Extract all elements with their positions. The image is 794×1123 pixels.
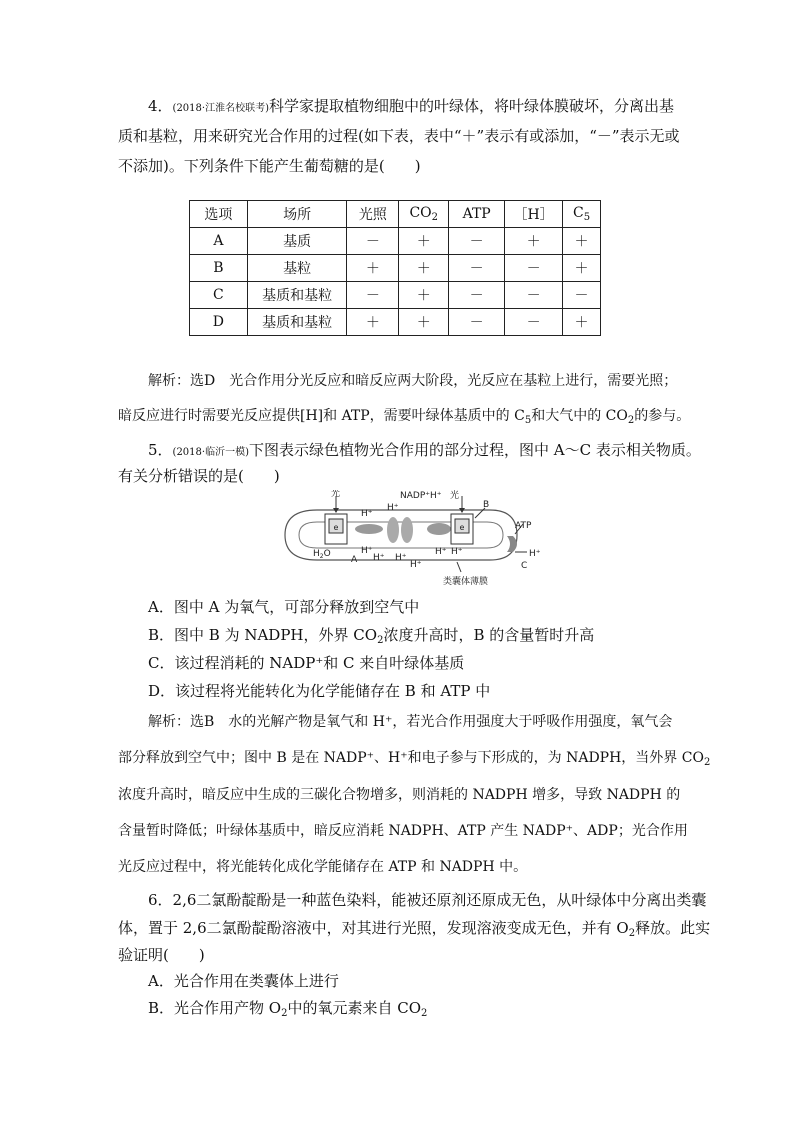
table-row xyxy=(190,309,601,336)
q4-stem-line1: 4．(2018·江淮名校联考)科学家提取植物细胞中的叶绿体，将叶绿体膜破坏，分离出基 xyxy=(148,97,674,115)
table-header: 场所 xyxy=(247,201,347,228)
table-cell: ＋ xyxy=(563,228,601,255)
table-cell: ＋ xyxy=(399,228,449,255)
cytochrome-b xyxy=(401,517,413,543)
table-header: $CO_2$ xyxy=(399,201,449,228)
membrane-pointer xyxy=(457,562,461,572)
table-header: 光照 xyxy=(347,201,399,228)
table-cell: D xyxy=(190,309,248,336)
table-cell: － xyxy=(449,309,505,336)
q4-source: (2018·江淮名校联考) xyxy=(172,103,269,114)
h-plus-label: H⁺ xyxy=(373,553,385,563)
table-cell: A xyxy=(190,228,248,255)
h-plus-label: H⁺ xyxy=(387,503,399,513)
label-b: B xyxy=(483,500,490,510)
table-cell: － xyxy=(505,309,563,336)
table-row xyxy=(190,228,601,255)
atp-label: ATP xyxy=(515,521,532,531)
table-cell: － xyxy=(563,282,601,309)
q5-stem-line2: 有关分析错误的是( ) xyxy=(118,467,280,485)
label-c: C xyxy=(521,561,528,571)
table-cell: ＋ xyxy=(563,309,601,336)
table-cell: － xyxy=(347,282,399,309)
nadp-label: NADP⁺H⁺ xyxy=(400,491,442,501)
q5-number: 5． xyxy=(148,441,173,459)
table-cell: － xyxy=(505,255,563,282)
plastocyanin xyxy=(427,523,451,535)
atp-synthase xyxy=(507,536,517,552)
q6-stem-line1: 6．2,6二氯酚靛酚是一种蓝色染料，能被还原剂还原成无色，从叶绿体中分离出类囊 xyxy=(148,891,707,909)
table-header: $C_5$ xyxy=(563,201,601,228)
q5-option-b: B．图中 B 为 NADPH，外界 $CO_2$浓度升高时，B 的含量暂时升高 xyxy=(148,626,595,646)
table-cell: － xyxy=(347,228,399,255)
cytochrome-a xyxy=(387,517,399,543)
q6-stem-line2: 体，置于 2,6二氯酚靛酚溶液中，对其进行光照，发现溶液变成无色，并有 $O_2$释放。此实 xyxy=(118,919,711,939)
q5-option-a: A．图中 A 为氧气，可部分释放到空气中 xyxy=(148,598,420,616)
q4-number: 4． xyxy=(148,97,173,115)
table-cell: 基质和基粒 xyxy=(247,309,347,336)
q6-stem-line3: 验证明( ) xyxy=(118,946,205,964)
q4-analysis-line1: 解析：选D 光合作用分光反应和暗反应两大阶段，光反应在基粒上进行，需要光照； xyxy=(148,373,678,389)
table-header: ［H］ xyxy=(505,201,563,228)
table-row xyxy=(190,255,601,282)
table-cell: 基粒 xyxy=(247,255,347,282)
q5-analysis-line2: 部分释放到空气中；图中 B 是在 NADP⁺、H⁺和电子参与下形成的，为 NADPH，当外界 $CO_2$ xyxy=(118,750,711,768)
table-cell: 基质 xyxy=(247,228,347,255)
table-cell: － xyxy=(449,282,505,309)
q5-analysis-line1: 解析：选B 水的光解产物是氧气和 H⁺，若光合作用强度大于呼吸作用强度，氧气会 xyxy=(148,714,673,730)
table-cell: － xyxy=(449,228,505,255)
q6-number: 6． xyxy=(148,891,173,909)
h-plus-label: H⁺ xyxy=(395,553,407,563)
table-cell: ＋ xyxy=(399,309,449,336)
h-plus-label: H⁺ xyxy=(529,549,541,559)
label-a: A xyxy=(351,555,358,565)
table-header-row xyxy=(190,201,601,228)
table-cell: － xyxy=(505,282,563,309)
q6-option-a: A．光合作用在类囊体上进行 xyxy=(148,972,339,990)
q5-stem-line1: 5．(2018·临沂一模)下图表示绿色植物光合作用的部分过程，图中 A～C 表示相关物质。 xyxy=(148,441,701,459)
q5-analysis-line5: 光反应过程中，将光能转化成化学能储存在 ATP 和 NADPH 中。 xyxy=(118,859,528,875)
q4-stem-line3: 不添加)。下列条件下能产生葡萄糖的是( ) xyxy=(118,157,421,175)
light-label-1: 光 xyxy=(331,490,341,499)
q4-analysis-line2: 暗反应进行时需要光反应提供[H]和 ATP，需要叶绿体基质中的 $C_5$和大气中的 $CO_2$的参与。 xyxy=(118,408,691,426)
h-plus-label: H⁺ xyxy=(410,560,422,570)
membrane-label: 类囊体薄膜 xyxy=(443,577,489,587)
q5-source: (2018·临沂一模) xyxy=(172,447,249,458)
table-cell: ＋ xyxy=(399,282,449,309)
q4-stem-line2: 质和基粒，用来研究光合作用的过程(如下表，表中“＋”表示有或添加，“－”表示无或 xyxy=(118,127,680,145)
table-cell: ＋ xyxy=(347,255,399,282)
table-cell: ＋ xyxy=(563,255,601,282)
h-plus-label: H⁺ xyxy=(361,546,373,556)
q5-option-d: D．该过程将光能转化为化学能储存在 B 和 ATP 中 xyxy=(148,682,491,700)
electron-label-1: e xyxy=(333,523,339,532)
q5-analysis-line3: 浓度升高时，暗反应中生成的三碳化合物增多，则消耗的 NADPH 增多，导致 NADPH 的 xyxy=(118,787,681,803)
q5-option-c: C．该过程消耗的 NADP⁺和 C 来自叶绿体基质 xyxy=(148,654,465,672)
table-cell: B xyxy=(190,255,248,282)
table-cell: － xyxy=(449,255,505,282)
q5-analysis-line4: 含量暂时降低；叶绿体基质中，暗反应消耗 NADPH、ATP 产生 NADP⁺、ADP；光合作用 xyxy=(118,823,688,839)
h2o-label: $H_2O$ xyxy=(313,549,331,560)
h-plus-label: H⁺ xyxy=(435,547,447,557)
q4-table xyxy=(189,200,601,336)
table-cell: ＋ xyxy=(505,228,563,255)
thylakoid-diagram xyxy=(275,490,555,590)
table-cell: C xyxy=(190,282,248,309)
table-cell: ＋ xyxy=(347,309,399,336)
table-header: 选项 xyxy=(190,201,248,228)
h-plus-label: H⁺ xyxy=(451,547,463,557)
electron-label-2: e xyxy=(459,523,465,532)
table-header: ATP xyxy=(449,201,505,228)
h-plus-label: H⁺ xyxy=(361,509,373,519)
table-row xyxy=(190,282,601,309)
table-cell: 基质和基粒 xyxy=(247,282,347,309)
plastoquinone xyxy=(355,524,383,534)
table-cell: ＋ xyxy=(399,255,449,282)
q6-option-b: B．光合作用产物 $O_2$中的氧元素来自 $CO_2$ xyxy=(148,999,428,1019)
light-label-2: 光 xyxy=(450,491,460,501)
